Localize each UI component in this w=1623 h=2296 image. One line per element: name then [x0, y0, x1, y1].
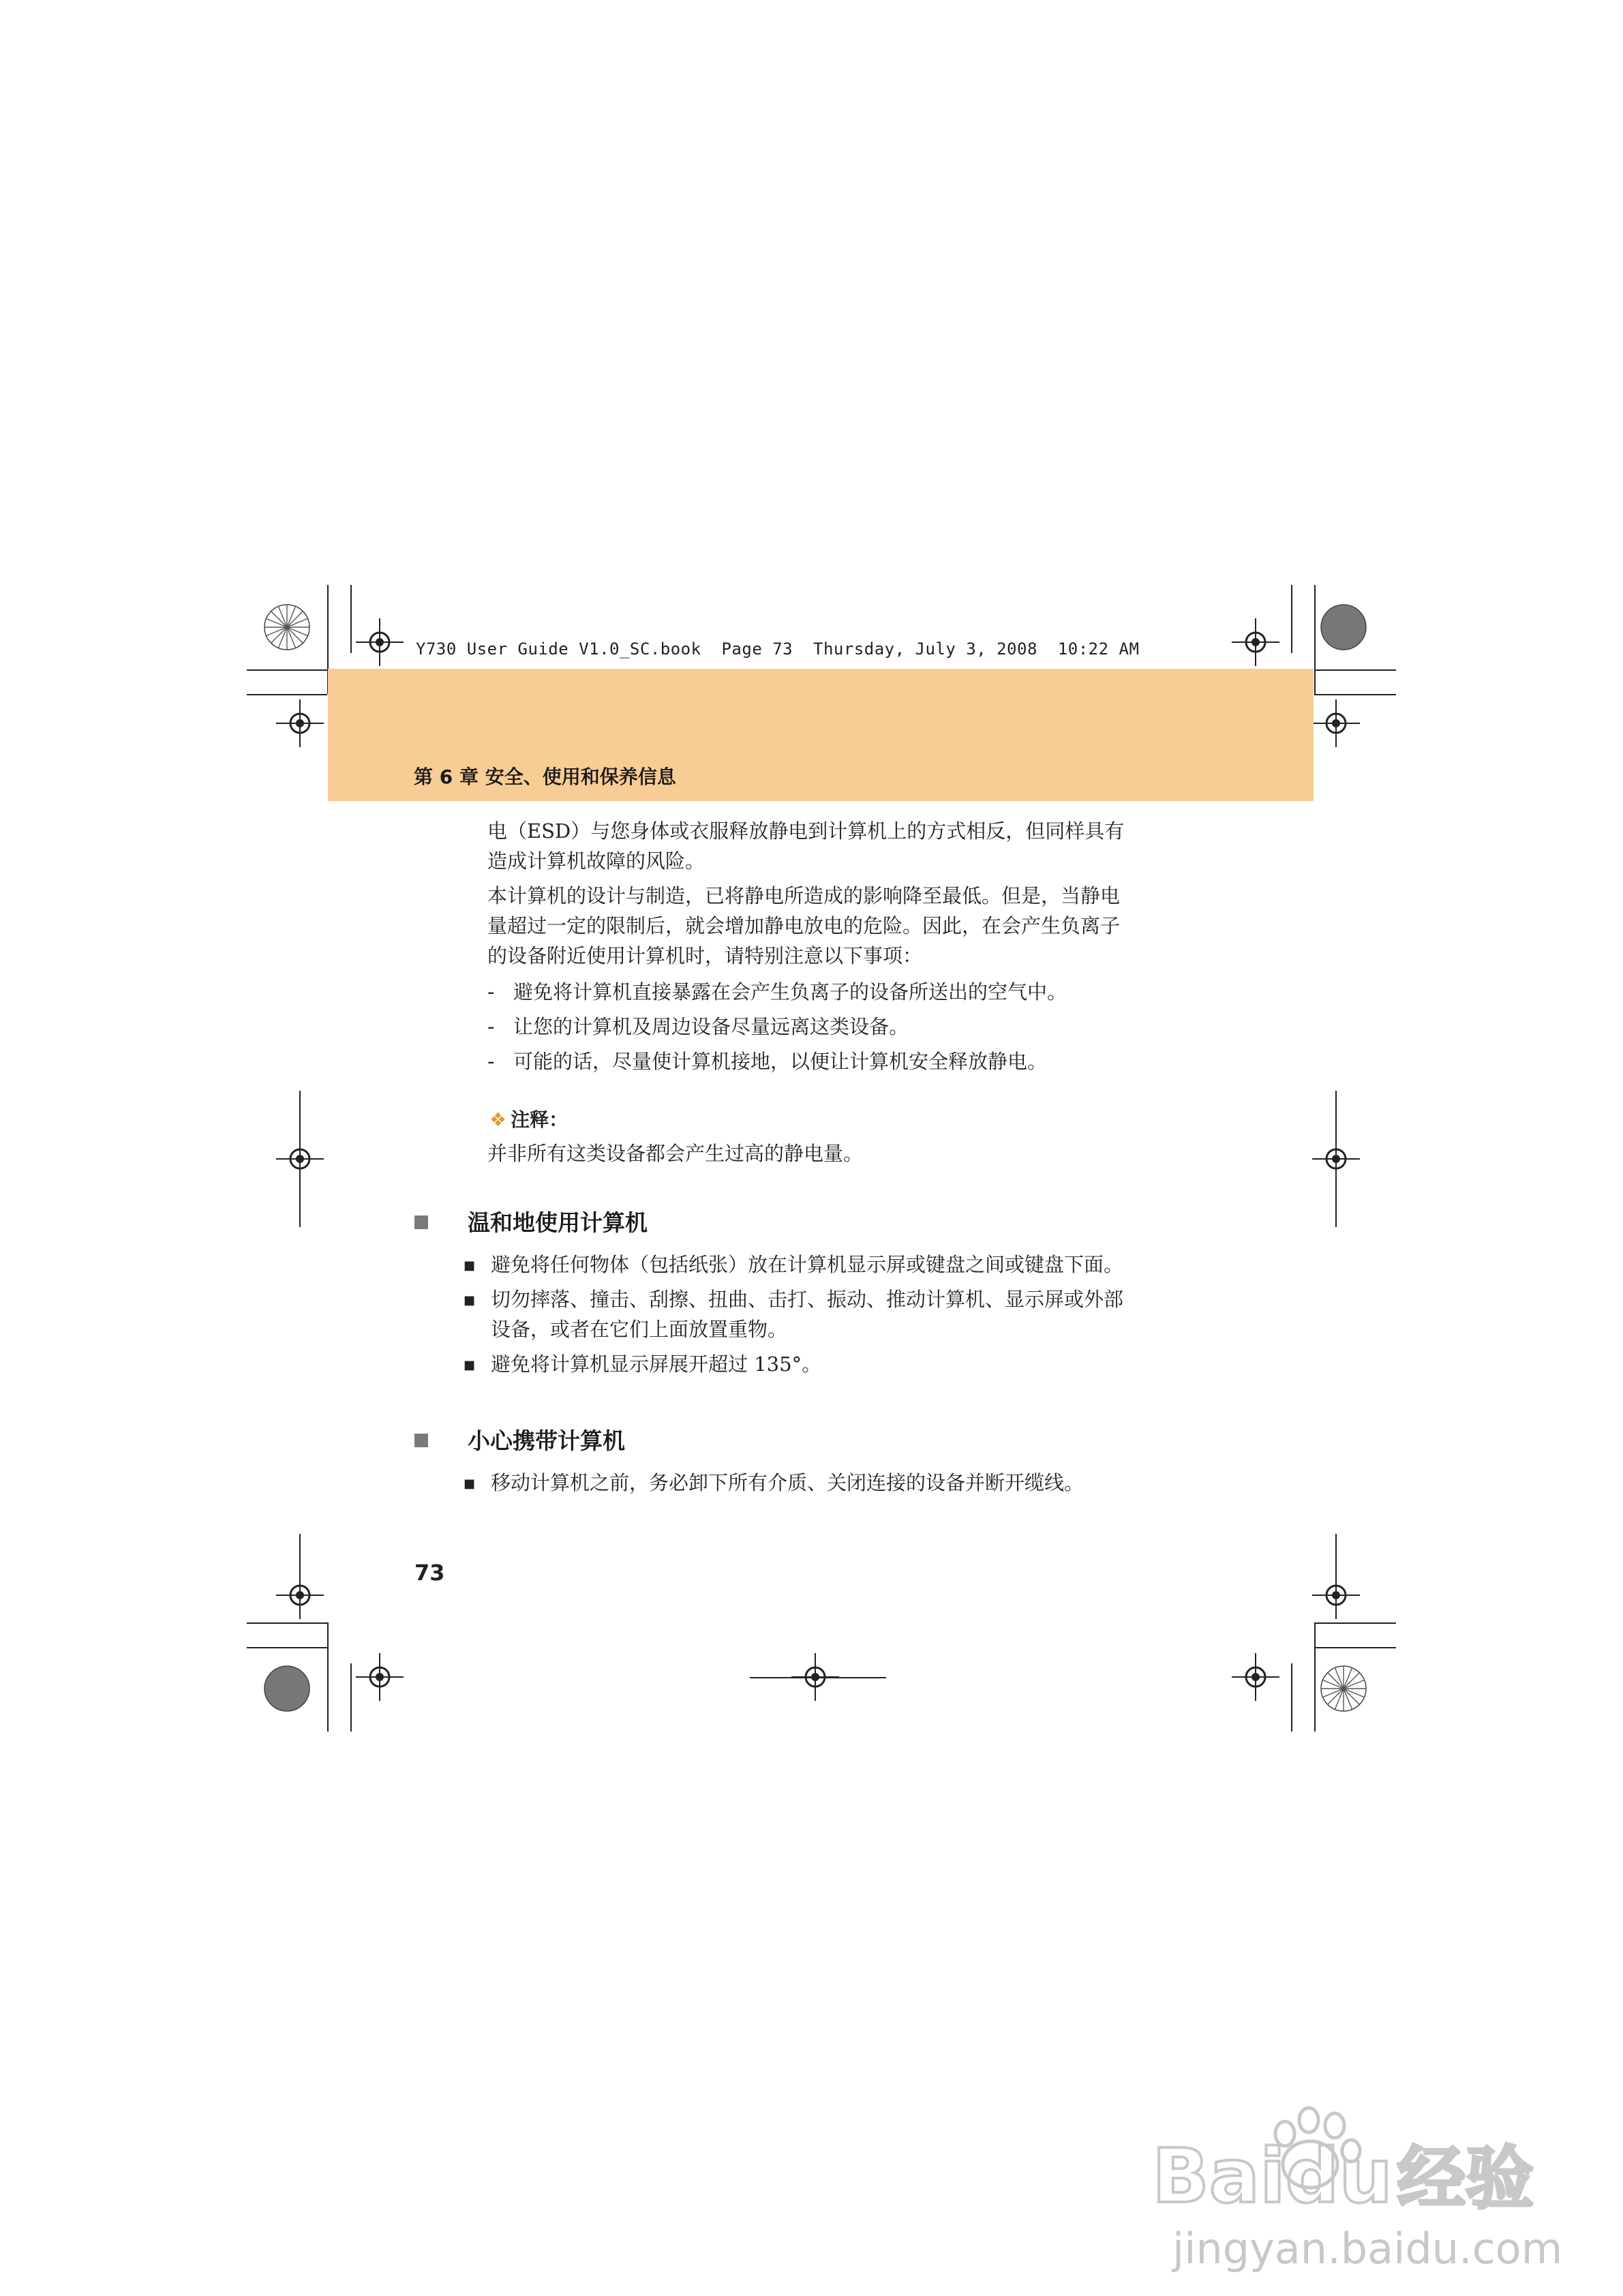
- list-item-text: 可能的话，尽量使计算机接地，以便让计算机安全释放静电。: [513, 1050, 1048, 1073]
- dash-marker: -: [487, 1050, 495, 1073]
- gray-circle-mark-icon: [263, 1665, 311, 1712]
- watermark-suffix: 经验: [1397, 2139, 1534, 2218]
- list-item: [464, 1284, 1123, 1316]
- note-text: 并非所有这类设备都会产生过高的静电量。: [487, 1142, 864, 1165]
- paragraph-line: 造成计算机故障的风险。: [487, 849, 706, 873]
- list-item-text: 避免将计算机显示屏展开超过 135°。: [491, 1353, 822, 1376]
- starburst-mark-icon: [263, 603, 311, 651]
- paragraph-line: 的设备附近使用计算机时，请特别注意以下事项：: [487, 944, 923, 967]
- dash-marker: -: [487, 1015, 495, 1038]
- note-heading: [489, 1105, 568, 1132]
- square-bullet-icon: ■: [464, 1258, 476, 1273]
- paragraph-line: 电（ESD）与您身体或衣服释放静电到计算机上的方式相反，但同样具有: [487, 819, 1125, 843]
- chapter-title: 第 6 章 安全、使用和保养信息: [414, 766, 676, 788]
- registration-mark-icon: [1312, 699, 1360, 747]
- list-item: [464, 1250, 1123, 1281]
- watermark-url: jingyan.baidu.com: [1172, 2224, 1563, 2274]
- list-item: [464, 1349, 821, 1380]
- section-title: 小心携带计算机: [468, 1428, 625, 1454]
- page-number: 73: [414, 1560, 445, 1586]
- list-item: [487, 1012, 909, 1042]
- square-bullet-icon: ■: [464, 1358, 476, 1372]
- list-item: [487, 977, 1067, 1007]
- list-item-continuation: 设备，或者在它们上面放置重物。: [491, 1318, 788, 1341]
- list-item-text: 避免将计算机直接暴露在会产生负离子的设备所送出的空气中。: [513, 980, 1067, 1003]
- book-header-line: Y730 User Guide V1.0_SC.book Page 73 Thursday, July 3, 2008 10:22 AM: [416, 639, 1140, 659]
- section-heading: [414, 1205, 648, 1237]
- dash-marker: -: [487, 980, 495, 1003]
- note-label: 注释：: [511, 1108, 568, 1131]
- list-item-text: 让您的计算机及周边设备尽量远离这类设备。: [513, 1015, 909, 1038]
- paragraph-line: 本计算机的设计与制造，已将静电所造成的影响降至最低。但是，当静电: [487, 884, 1121, 907]
- watermark-brand: Baidu: [1152, 2132, 1393, 2220]
- section-title: 温和地使用计算机: [468, 1209, 648, 1236]
- starburst-mark-icon: [1320, 1665, 1367, 1712]
- gray-circle-mark-icon: [1320, 603, 1367, 651]
- list-item-text: 移动计算机之前，务必卸下所有介质、关闭连接的设备并断开缆线。: [491, 1471, 1084, 1494]
- registration-mark-icon: [1232, 1653, 1279, 1701]
- list-item-text: 切勿摔落、撞击、刮擦、扭曲、击打、振动、推动计算机、显示屏或外部: [491, 1288, 1124, 1311]
- registration-mark-icon: [276, 699, 324, 747]
- square-bullet-icon: [414, 1215, 428, 1229]
- note-diamond-icon: ❖: [489, 1108, 507, 1131]
- square-bullet-icon: [414, 1434, 428, 1447]
- baidu-jingyan-watermark-logo: [1152, 2079, 1595, 2284]
- registration-mark-icon: [356, 618, 404, 666]
- list-item: [464, 1468, 1084, 1499]
- list-item-text: 避免将任何物体（包括纸张）放在计算机显示屏或键盘之间或键盘下面。: [491, 1253, 1124, 1276]
- section-heading: [414, 1423, 625, 1455]
- registration-mark-icon: [1232, 618, 1279, 666]
- paragraph-line: 量超过一定的限制后，就会增加静电放电的危险。因此，在会产生负离子: [487, 914, 1121, 937]
- registration-mark-icon: [356, 1653, 404, 1701]
- square-bullet-icon: ■: [464, 1477, 476, 1491]
- list-item: [487, 1046, 1047, 1076]
- square-bullet-icon: ■: [464, 1293, 476, 1308]
